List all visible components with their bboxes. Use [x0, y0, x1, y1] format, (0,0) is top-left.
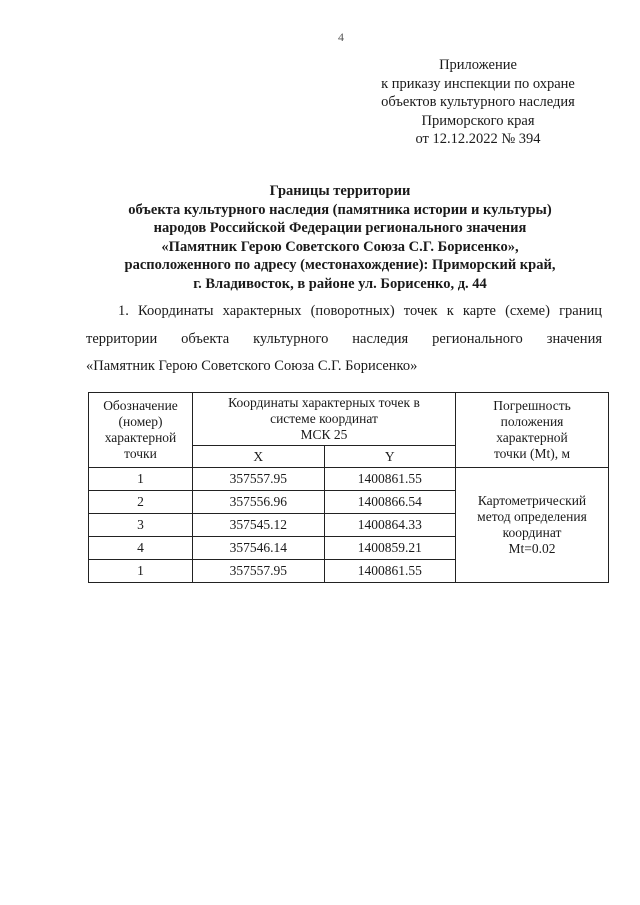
- paragraph-line: 1. Координаты характерных (поворотных) точек к карте (схеме) границ: [118, 303, 602, 319]
- error-note-line: Картометрический: [477, 493, 587, 508]
- header-point-label: [89, 393, 193, 468]
- appendix-line: объектов культурного наследия: [381, 94, 575, 110]
- header-text: положения: [500, 414, 564, 429]
- paragraph-line: «Памятник Герою Советского Союза С.Г. Борисенко»: [86, 358, 418, 374]
- document-title: [70, 182, 610, 293]
- header-text: характерной: [496, 430, 568, 445]
- appendix-line: Приложение: [439, 57, 517, 73]
- header-text: Обозначение: [103, 398, 178, 413]
- header-error: [456, 393, 609, 468]
- header-text: системе координат: [270, 411, 378, 426]
- coordinates-table: [88, 392, 609, 583]
- x-cell: 357556.96: [193, 491, 325, 514]
- table-row: [89, 468, 609, 491]
- header-text: Погрешность: [493, 398, 571, 413]
- point-cell: 3: [89, 514, 193, 537]
- appendix-line: Приморского края: [421, 112, 535, 129]
- point-cell: 2: [89, 491, 193, 514]
- header-text: точки (Mt), м: [493, 446, 571, 461]
- y-cell: 1400864.33: [324, 514, 456, 537]
- title-line: объекта культурного наследия (памятника истории и культуры): [128, 201, 552, 218]
- header-y: Y: [324, 446, 456, 468]
- point-cell: 4: [89, 537, 193, 560]
- header-text: характерной: [104, 430, 177, 445]
- header-text: Координаты характерных точек в: [228, 395, 420, 410]
- header-text: МСК 25: [300, 427, 348, 442]
- title-line: «Памятник Герою Советского Союза С.Г. Борисенко»,: [161, 238, 519, 255]
- appendix-line: к приказу инспекции по охране: [381, 75, 575, 92]
- error-note-line: координат: [502, 525, 562, 540]
- header-x: X: [193, 446, 325, 468]
- section-paragraph: [86, 298, 602, 381]
- header-text: точки: [124, 446, 157, 461]
- paragraph-line: территории объекта культурного наследия регионального значения: [86, 330, 602, 347]
- title-line: Границы территории: [269, 183, 411, 199]
- header-text: (номер): [118, 414, 163, 429]
- point-cell: 1: [89, 468, 193, 491]
- x-cell: 357557.95: [193, 560, 325, 583]
- point-cell: 1: [89, 560, 193, 583]
- y-cell: 1400866.54: [324, 491, 456, 514]
- x-cell: 357546.14: [193, 537, 325, 560]
- y-cell: 1400861.55: [324, 560, 456, 583]
- x-cell: 357545.12: [193, 514, 325, 537]
- header-coordinates: [193, 393, 456, 446]
- error-note-line: Mt=0.02: [508, 541, 556, 556]
- appendix-block: [362, 56, 594, 149]
- x-cell: 357557.95: [193, 468, 325, 491]
- appendix-date-line: от 12.12.2022 № 394: [415, 131, 541, 147]
- y-cell: 1400859.21: [324, 537, 456, 560]
- y-cell: 1400861.55: [324, 468, 456, 491]
- table-header-row: [89, 393, 609, 446]
- error-note-line: метод определения: [477, 509, 587, 524]
- error-note-cell: [456, 468, 609, 583]
- page-number: 4: [338, 30, 344, 44]
- title-line: г. Владивосток, в районе ул. Борисенко, д. 44: [193, 275, 487, 292]
- title-line: народов Российской Федерации регионального значения: [153, 220, 527, 236]
- title-line: расположенного по адресу (местонахождение): Приморский край,: [124, 257, 556, 273]
